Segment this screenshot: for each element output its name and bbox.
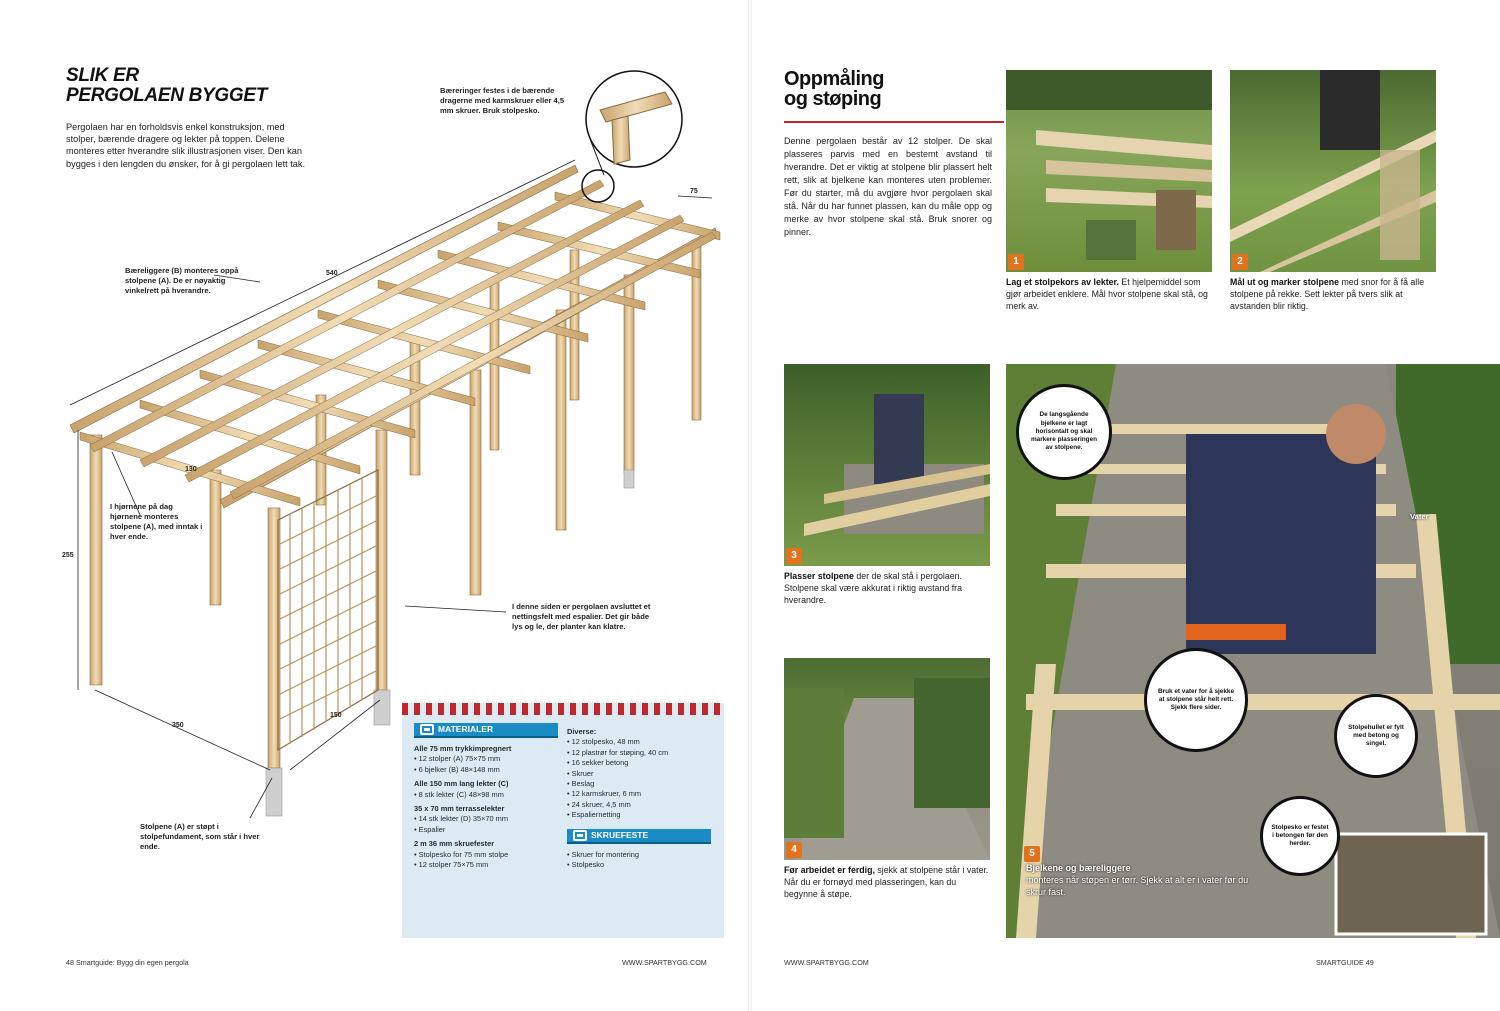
materials-item: • Espalier [414,824,446,834]
materials-column-2 [567,723,717,870]
materials-item: • 14 stk lekter (D) 35×70 mm [414,814,508,824]
materials-list [414,744,564,870]
callout-bubble-2: Bruk et vater for å sjekke at stolpene står helt rett. Sjekk flere sider. [1144,648,1248,752]
callout-corner-posts: I hjørnene på dag hjørnene monteres stolpene (A), med inntak i hver ende. [110,502,203,541]
fasteners-list [567,850,717,871]
right-page [752,0,1500,1011]
misc-item: • 12 plastrør for støping, 40 cm [567,747,669,757]
section-title-line-1: Oppmåling [784,68,884,90]
materials-group-heading: 2 m 36 mm skruefester [414,839,495,849]
caption-4: Før arbeidet er ferdig, sjekk at stolpene står i vater. Når du er fornøyd med plasseringen, kan du begynne å støpe. [784,865,989,899]
callout-bubble-1: De langsgående bjelkene er lagt horisontalt og skal markere plasseringen av stolpene. [1016,384,1112,480]
callout-trellis: I denne siden er pergolaen avsluttet et nettingsfelt med espalier. Det gir både lys og le, der planter kan klatre. [512,602,651,631]
misc-item: • 12 karmskruer, 6 mm [567,789,642,799]
callout-footings: Stolpene (A) er støpt i stolpefundament, som står i hver ende. [140,822,260,851]
materials-item: • Stolpesko for 75 mm stolpe [414,849,509,859]
intro-text: Pergolaen har en forholdsvis enkel konstruksjon, med stolper, bærende dragere og lekter på toppen. Delene monteres etter hverandre slik illustrasjonen viser. Den kan bygges i den lengden du ønsker, for å gi pergolaen lett tak. [66,122,306,169]
trellis-grid [278,470,378,750]
vater-label: Vater [1410,512,1429,521]
materials-group-heading: Alle 75 mm trykkimpregnert [414,744,512,753]
photo-4 [784,658,990,860]
callout-bubble-4: Stolpesko er festet i betongen før den herder. [1260,796,1340,876]
photo-1 [1006,70,1212,272]
dim-overhang: 130 [185,466,197,473]
dim-right-width: 75 [690,188,698,195]
body-text: Denne pergolaen består av 12 stolper. De skal plasseres parvis med en bestemt avstand til hverandre. Det er viktig at stolpene blir plassert helt rett, slik at bjelkene kan monteres uten problemer. Før du starter, må du avgjøre hvor pergolaen skal stå. Når du har funnet plassen, kan du måle opp og merke av hvor stolpene skal stå. Bruk snorer og pinner. [784,136,992,237]
dim-bottom-length: 350 [172,722,184,729]
materials-item: • 12 stolper 75×75 mm [414,860,489,870]
photo-2 [1230,70,1436,272]
screw-icon [573,830,587,841]
folio-right: SMARTGUIDE 49 [1316,958,1374,967]
materials-item: • 6 bjelker (B) 48×148 mm [414,764,500,774]
callout-connection: Bæreringer festes i de bærende dragerne med karmskruer eller 4,5 mm skruer. Bruk stolpesko. [440,86,565,115]
misc-item: • 24 skruer, 4,5 mm [567,799,631,809]
materials-item: • 12 stolper (A) 75×75 mm [414,754,501,764]
dim-top-length: 540 [326,270,338,277]
photo-1-scene [1006,70,1212,272]
folio-url-left: WWW.SPARTBYGG.COM [622,958,707,967]
step-number-1: 1 [1008,254,1024,270]
misc-item: • Skruer [567,768,594,778]
misc-list [567,737,717,820]
materials-box [402,703,724,938]
title-rule [784,121,1004,123]
fasteners-badge: SKRUEFESTE [567,829,711,844]
callout-bubble-3: Stolpehullet er fylt med betong og singel. [1334,694,1418,778]
folio-left: 48 Smartguide: Bygg din egen pergola [66,958,189,967]
fastener-item: • Stolpesko [567,860,605,870]
folio-url-right: WWW.SPARTBYGG.COM [784,958,869,967]
photo-4-scene [784,658,990,860]
step-number-4: 4 [786,842,802,858]
misc-heading: Diverse: [567,727,597,736]
caption-2: Mål ut og marker stolpene med snor for å få alle stolpene på rekke. Sett lekter på tvers slik at avstanden blir riktig. [1230,277,1425,311]
title-line-1: SLIK ER [66,65,139,86]
materials-item: • 8 stk lekter (C) 48×98 mm [414,789,504,799]
misc-item: • 12 stolpesko, 48 mm [567,737,640,747]
materials-column-1 [414,723,564,870]
left-page [0,0,748,1011]
fastener-item: • Skruer for montering [567,849,640,859]
section-title [784,69,884,109]
caption-3: Plasser stolpene der de skal stå i pergolaen. Stolpene skal være akkurat i riktig avstand fra hverandre. [784,571,963,605]
misc-item: • Beslag [567,779,595,789]
dim-depth: 150 [330,712,342,719]
materials-group-heading: 35 x 70 mm terrasselekter [414,804,505,814]
zigzag-border [402,703,724,715]
photo-3 [784,364,990,566]
materials-badge: MATERIALER [414,723,558,738]
step-number-5: 5 [1024,846,1040,862]
caption-5: Bjelkene og bæreliggere monteres når støpen er tørr. Sjekk at alt er i vater før du skrur fast. [1026,863,1249,897]
title-line-2: PERGOLAEN BYGGET [66,85,268,106]
section-title-line-2: og støping [784,88,882,110]
caption-1: Lag et stolpekors av lekter. Et hjelpemiddel som gjør arbeidet enklere. Mål hvor stolpene skal stå, og merk av. [1006,277,1208,311]
callout-beams: Bæreliggere (B) monteres oppå stolpene (A). De er nøyaktig vinkelrett på hverandre. [125,266,239,295]
materials-group-heading: Alle 150 mm lang lekter (C) [414,779,509,789]
step-number-2: 2 [1232,254,1248,270]
misc-item: • Espaliernetting [567,810,621,820]
misc-item: • 16 sekker betong [567,758,629,768]
photo-3-scene [784,364,990,566]
toolbox-icon [420,724,434,735]
dim-height: 255 [62,552,74,559]
photo-2-scene [1230,70,1436,272]
step-number-3: 3 [786,548,802,564]
